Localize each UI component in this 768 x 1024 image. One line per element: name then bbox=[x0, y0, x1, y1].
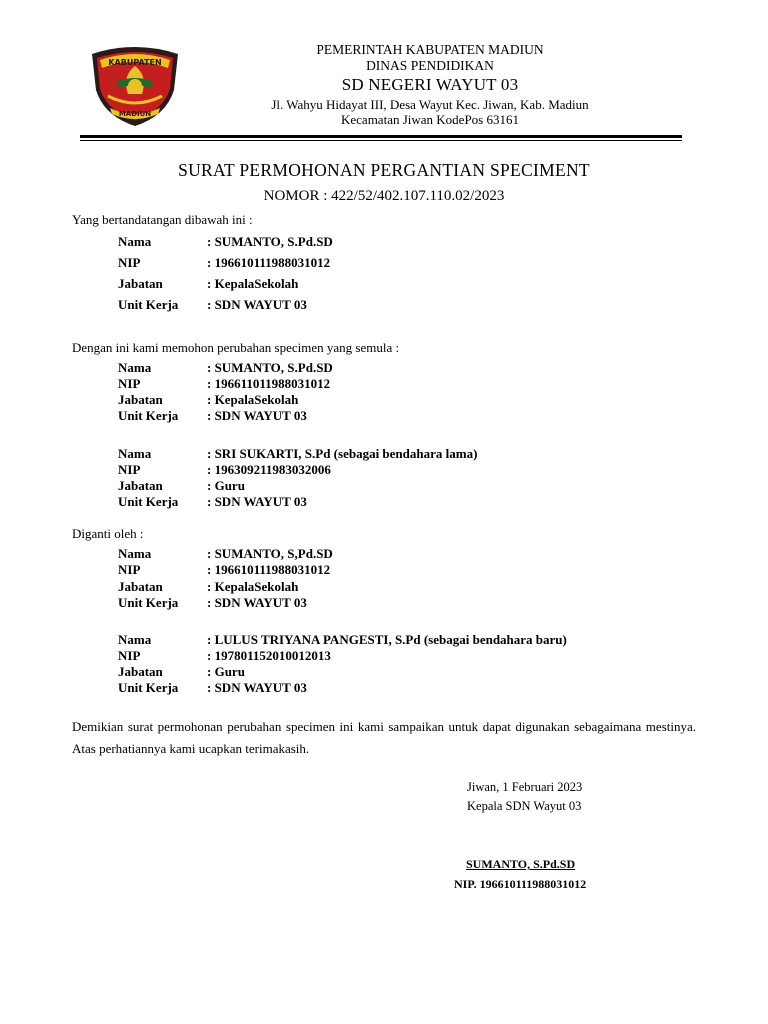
school-postal: Kecamatan Jiwan KodePos 63161 bbox=[341, 112, 519, 127]
request-text: Dengan ini kami memohon perubahan specimen yang semula : bbox=[72, 340, 400, 355]
label: Jabatan bbox=[118, 392, 163, 407]
school-name: SD NEGERI WAYUT 03 bbox=[341, 75, 519, 94]
header-divider-thick bbox=[80, 135, 682, 138]
value: : SUMANTO, S,Pd.SD bbox=[207, 546, 333, 561]
intro-text: Yang bertandatangan dibawah ini : bbox=[72, 212, 253, 227]
value: : SUMANTO, S.Pd.SD bbox=[207, 234, 333, 249]
value: : SDN WAYUT 03 bbox=[207, 680, 307, 695]
label: Unit Kerja bbox=[118, 297, 179, 312]
government-name: PEMERINTAH KABUPATEN MADIUN bbox=[316, 42, 544, 57]
header-divider-thin bbox=[80, 140, 682, 141]
value: : 196610111988031012 bbox=[207, 255, 331, 270]
label: Nama bbox=[118, 546, 152, 561]
signature-nip: NIP. 196610111988031012 bbox=[454, 877, 587, 891]
label: Nama bbox=[118, 360, 152, 375]
label: Nama bbox=[118, 632, 152, 647]
signature-place-date: Jiwan, 1 Februari 2023 bbox=[467, 780, 583, 794]
value: : 196309211983032006 bbox=[207, 462, 331, 477]
school-address: Jl. Wahyu Hidayat III, Desa Wayut Kec. Jiwan, Kab. Madiun bbox=[271, 97, 589, 112]
value: : SDN WAYUT 03 bbox=[207, 297, 307, 312]
value: : SRI SUKARTI, S.Pd (sebagai bendahara lama) bbox=[207, 446, 478, 461]
value: : 196610111988031012 bbox=[207, 562, 331, 577]
closing-paragraph: Demikian surat permohonan perubahan specimen ini kami sampaikan untuk dapat digunakan sebagaimana mestinya. Atas perhatiannya kami ucapkan terimakasih. bbox=[72, 719, 696, 756]
value: : KepalaSekolah bbox=[207, 276, 299, 291]
value: : KepalaSekolah bbox=[207, 392, 299, 407]
label: Unit Kerja bbox=[118, 680, 179, 695]
svg-text:KABUPATEN: KABUPATEN bbox=[108, 58, 162, 67]
value: : SDN WAYUT 03 bbox=[207, 408, 307, 423]
label: NIP bbox=[118, 462, 141, 477]
label: Jabatan bbox=[118, 276, 163, 291]
label: Nama bbox=[118, 446, 152, 461]
value: : SDN WAYUT 03 bbox=[207, 494, 307, 509]
department-name: DINAS PENDIDIKAN bbox=[366, 58, 494, 73]
value: : Guru bbox=[207, 664, 245, 679]
signature-position: Kepala SDN Wayut 03 bbox=[467, 799, 582, 813]
signature-name: SUMANTO, S.Pd.SD bbox=[466, 857, 576, 871]
value: : Guru bbox=[207, 478, 245, 493]
value: : 197801152010012013 bbox=[207, 648, 331, 663]
value: : LULUS TRIYANA PANGESTI, S.Pd (sebagai bendahara baru) bbox=[207, 632, 567, 647]
letter-title: SURAT PERMOHONAN PERGANTIAN SPECIMENT bbox=[178, 160, 590, 180]
label: NIP bbox=[118, 376, 141, 391]
label: NIP bbox=[118, 255, 141, 270]
label: Nama bbox=[118, 234, 152, 249]
label: Unit Kerja bbox=[118, 494, 179, 509]
label: Unit Kerja bbox=[118, 408, 179, 423]
kabupaten-madiun-logo bbox=[86, 44, 184, 128]
value: : SUMANTO, S.Pd.SD bbox=[207, 360, 333, 375]
svg-text:MADIUN: MADIUN bbox=[118, 110, 152, 118]
label: Jabatan bbox=[118, 478, 163, 493]
label: NIP bbox=[118, 648, 141, 663]
value: : 196611011988031012 bbox=[207, 376, 331, 391]
label: Unit Kerja bbox=[118, 595, 179, 610]
label: NIP bbox=[118, 562, 141, 577]
label: Jabatan bbox=[118, 579, 163, 594]
label: Jabatan bbox=[118, 664, 163, 679]
letter-number: NOMOR : 422/52/402.107.110.02/2023 bbox=[263, 188, 505, 204]
replaced-text: Diganti oleh : bbox=[72, 526, 144, 541]
value: : SDN WAYUT 03 bbox=[207, 595, 307, 610]
value: : KepalaSekolah bbox=[207, 579, 299, 594]
